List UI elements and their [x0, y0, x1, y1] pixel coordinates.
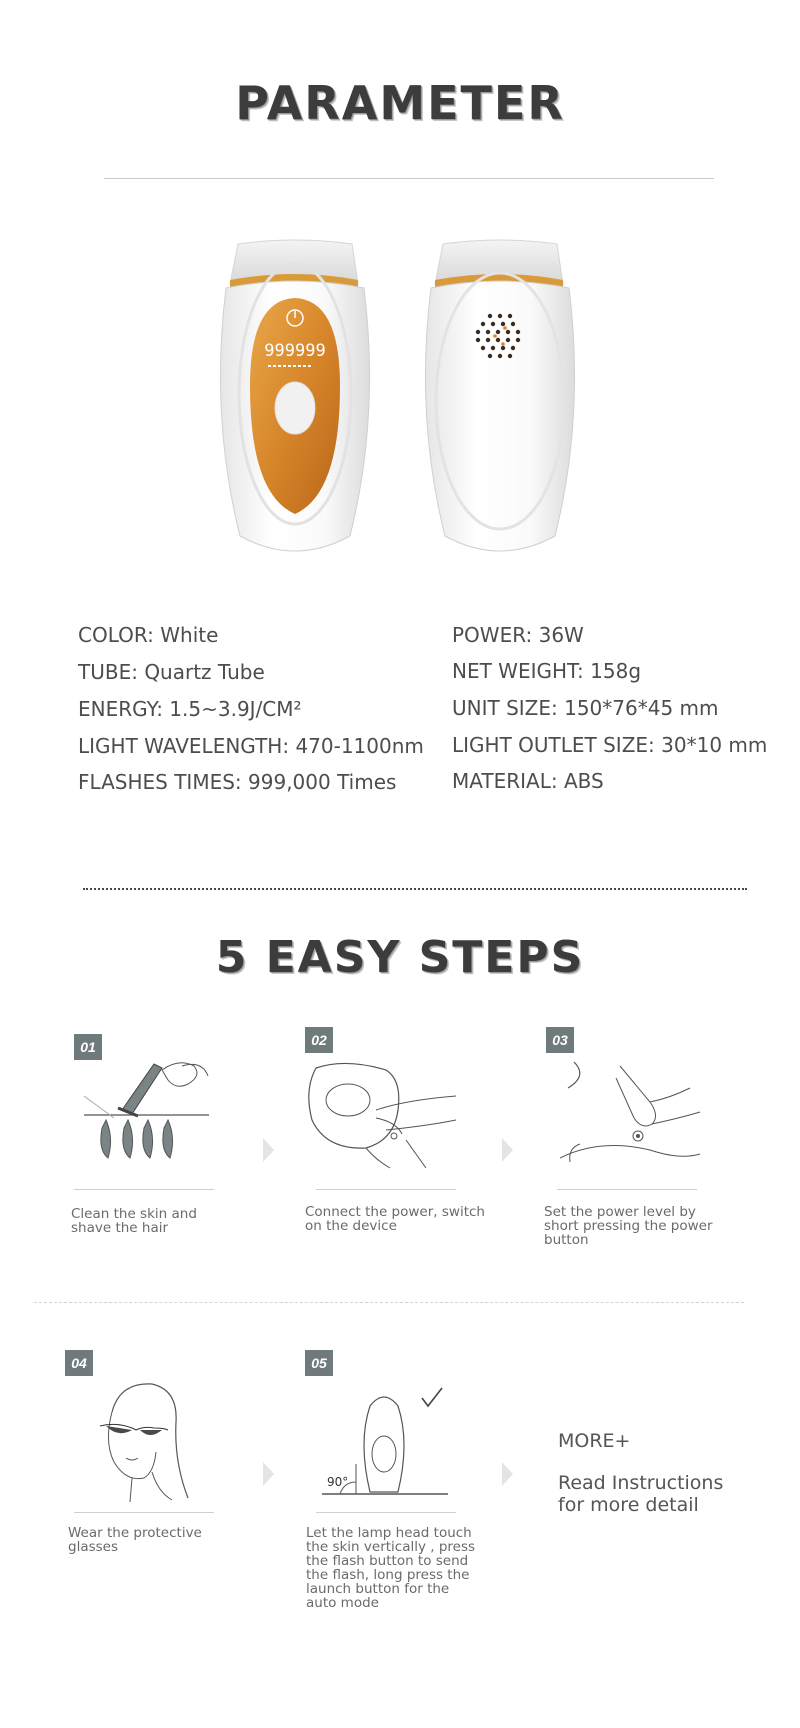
step-04-number: 04 — [65, 1350, 93, 1376]
parameter-divider — [104, 178, 714, 179]
spec-unit-size: UNIT SIZE: 150*76*45 mm — [452, 696, 719, 720]
device-product-image — [200, 236, 620, 566]
step-05-text: Let the lamp head touch the skin vertically , press the flash button to send the flash, long press the launch button for the auto mode — [306, 1525, 476, 1611]
read-instructions-line1: Read Instructions — [558, 1472, 724, 1494]
steps-row-divider — [34, 1302, 744, 1303]
step-01-number: 01 — [74, 1034, 102, 1060]
section-divider-dotted — [83, 888, 747, 890]
step-03-text: Set the power level by short pressing the power button — [544, 1204, 713, 1248]
spec-color: COLOR: White — [78, 623, 219, 647]
step-02-number: 02 — [305, 1027, 333, 1053]
spec-material: MATERIAL: ABS — [452, 769, 604, 793]
step-03-underline — [557, 1189, 697, 1190]
steps-heading: 5 EASY STEPS — [215, 932, 585, 983]
step-01-text: Clean the skin and shave the hair — [71, 1206, 197, 1236]
device-display-digits: 999999 — [264, 341, 326, 361]
spec-net-weight: NET WEIGHT: 158g — [452, 659, 642, 683]
step-04-text: Wear the protective glasses — [68, 1525, 202, 1555]
spec-energy: ENERGY: 1.5~3.9J/CM² — [78, 697, 302, 721]
spec-flashes-times: FLASHES TIMES: 999,000 Times — [78, 770, 397, 794]
step-arrow-4 — [502, 1462, 513, 1486]
device-back-view — [425, 240, 574, 551]
finger-press-icon — [560, 1058, 710, 1173]
spec-power: POWER: 36W — [452, 623, 584, 647]
more-link[interactable]: MORE+ — [558, 1430, 631, 1452]
spec-light-outlet-size: LIGHT OUTLET SIZE: 30*10 mm — [452, 733, 768, 757]
step-05-number: 05 — [305, 1350, 333, 1376]
parameter-heading: PARAMETER — [235, 76, 565, 130]
step-04-underline — [74, 1512, 214, 1513]
step-arrow-2 — [502, 1138, 513, 1162]
step-02-text: Connect the power, switch on the device — [305, 1204, 485, 1234]
spec-tube: TUBE: Quartz Tube — [78, 660, 265, 684]
spec-light-wavelength: LIGHT WAVELENGTH: 470-1100nm — [78, 734, 424, 758]
step-03-number: 03 — [546, 1027, 574, 1053]
step-arrow-1 — [263, 1138, 274, 1162]
angle-label: 90° — [327, 1475, 349, 1489]
step-01-underline — [74, 1189, 214, 1190]
device-90-degree-icon — [318, 1382, 453, 1502]
hand-device-icon — [306, 1060, 466, 1170]
woman-glasses-icon — [92, 1382, 192, 1502]
step-02-underline — [316, 1189, 456, 1190]
device-front-view — [220, 240, 369, 551]
step-05-underline — [316, 1512, 456, 1513]
step-arrow-3 — [263, 1462, 274, 1486]
read-instructions-line2: for more detail — [558, 1494, 699, 1516]
shaver-icon — [84, 1058, 214, 1168]
